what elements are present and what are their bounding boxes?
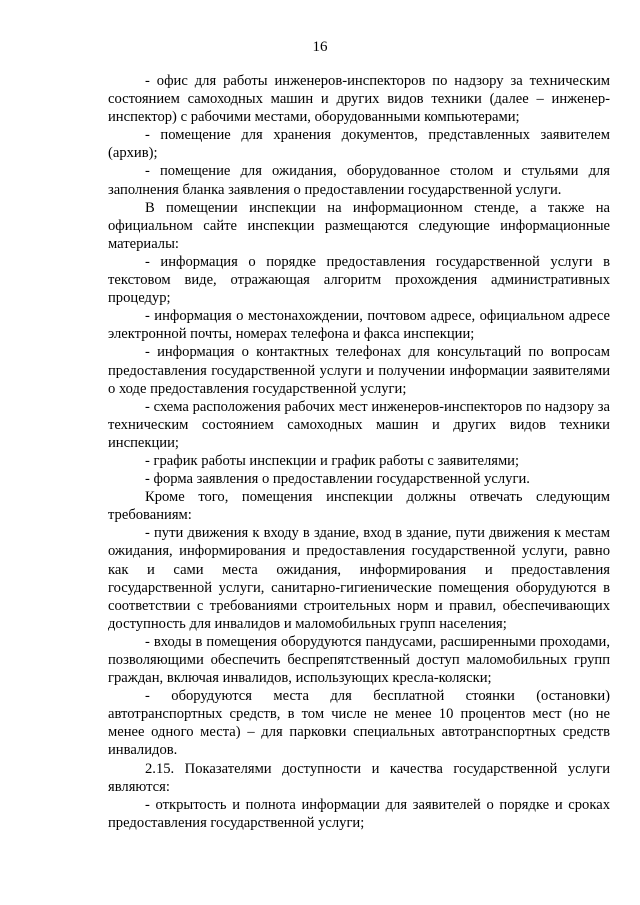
paragraph: - открытость и полнота информации для заявителей о порядке и сроках предоставления государственной услуги; [108, 796, 610, 831]
paragraph: - входы в помещения оборудуются пандусами, расширенными проходами, позволяющими обеспечить беспрепятственный доступ маломобильных групп граждан, включая инвалидов, использующих кресла-коляски; [108, 633, 610, 687]
paragraph: Кроме того, помещения инспекции должны отвечать следующим требованиям: [108, 489, 610, 524]
paragraph: - форма заявления о предоставлении государственной услуги. [145, 471, 530, 488]
paragraph: - информация о местонахождении, почтовом адресе, официальном адресе электронной почты, номерах телефона и факса инспекции; [108, 308, 610, 343]
document-body [108, 72, 610, 832]
page-number: 16 [312, 39, 328, 55]
paragraph: - помещение для хранения документов, представленных заявителем (архив); [108, 127, 610, 162]
paragraph: - оборудуются места для бесплатной стоянки (остановки) автотранспортных средств, в том числе не менее 10 процентов мест (но не менее одного места) – для парковки специальных автотранспортных средств инвалидов. [108, 688, 610, 759]
paragraph: - информация о порядке предоставления государственной услуги в текстовом виде, отражающая алгоритм прохождения административных процедур; [108, 253, 610, 307]
paragraph: - помещение для ожидания, оборудованное столом и стульями для заполнения бланка заявления о предоставлении государственной услуги. [108, 163, 610, 198]
paragraph: - информация о контактных телефонах для консультаций по вопросам предоставления государственной услуги и получении информации заявителями о ходе предоставления государственной услуги; [108, 344, 610, 397]
paragraph: - пути движения к входу в здание, вход в здание, пути движения к местам ожидания, информирования и предоставления государственной услуги, равно как и сами места ожидания, информирования и предоставления государственной услуги, санитарно-гигиенические помещения оборудуются в соответствии с требованиями строительных норм и правил, обеспечивающих доступность для инвалидов и маломобильных групп населения; [108, 525, 610, 632]
paragraph: - схема расположения рабочих мест инженеров-инспекторов по надзору за техническим состоянием самоходных машин и других видов техники инспекции; [108, 398, 610, 451]
paragraph: - офис для работы инженеров-инспекторов по надзору за техническим состоянием самоходных машин и других видов техники (далее – инженер-инспектор) с рабочими местами, оборудованными компьютерами; [108, 73, 610, 126]
paragraph: В помещении инспекции на информационном стенде, а также на официальном сайте инспекции размещаются следующие информационные материалы: [108, 199, 610, 252]
paragraph: - график работы инспекции и график работы с заявителями; [145, 452, 520, 469]
paragraph: 2.15. Показателями доступности и качества государственной услуги являются: [108, 760, 610, 795]
